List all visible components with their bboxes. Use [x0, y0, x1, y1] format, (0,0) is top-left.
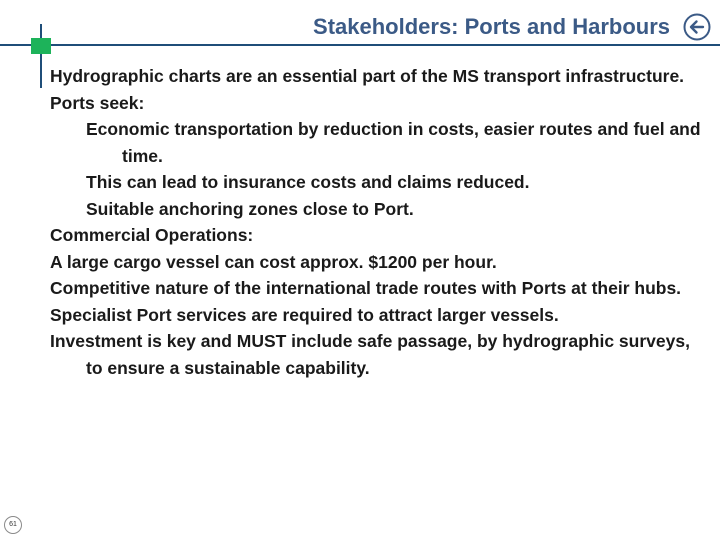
bullet-specialist-services: Specialist Port services are required to attract larger vessels. — [50, 304, 559, 325]
slide-body — [50, 63, 710, 381]
bullet-ports-seek: Ports seek: — [50, 92, 145, 113]
header-rule-vertical — [40, 24, 42, 88]
bullet-cargo-vessel-cost: A large cargo vessel can cost approx. $1200 per hour. — [50, 251, 497, 272]
slide-title: Stakeholders: Ports and Harbours — [313, 14, 670, 39]
bullet-investment: Investment is key and MUST include safe passage, by hydrographic surveys, to ensure a sustainable capability. — [50, 331, 690, 378]
sub-bullet-economic-transportation: Economic transportation by reduction in costs, easier routes and fuel and time. — [86, 119, 701, 166]
page-number: 61 — [4, 516, 22, 534]
sub-bullet-insurance-costs: This can lead to insurance costs and claims reduced. — [86, 172, 530, 192]
bullet-commercial-operations: Commercial Operations: — [50, 225, 254, 245]
bullet-competitive-nature: Competitive nature of the international trade routes with Ports at their hubs. — [50, 278, 682, 298]
bullet-hydrographic-charts: Hydrographic charts are an essential part of the MS transport infrastructure. — [50, 66, 685, 86]
sub-bullet-anchoring-zones: Suitable anchoring zones close to Port. — [86, 198, 414, 219]
back-arrow-circle-icon[interactable] — [682, 12, 712, 42]
header-rule-horizontal — [0, 44, 720, 46]
accent-square — [31, 38, 51, 54]
